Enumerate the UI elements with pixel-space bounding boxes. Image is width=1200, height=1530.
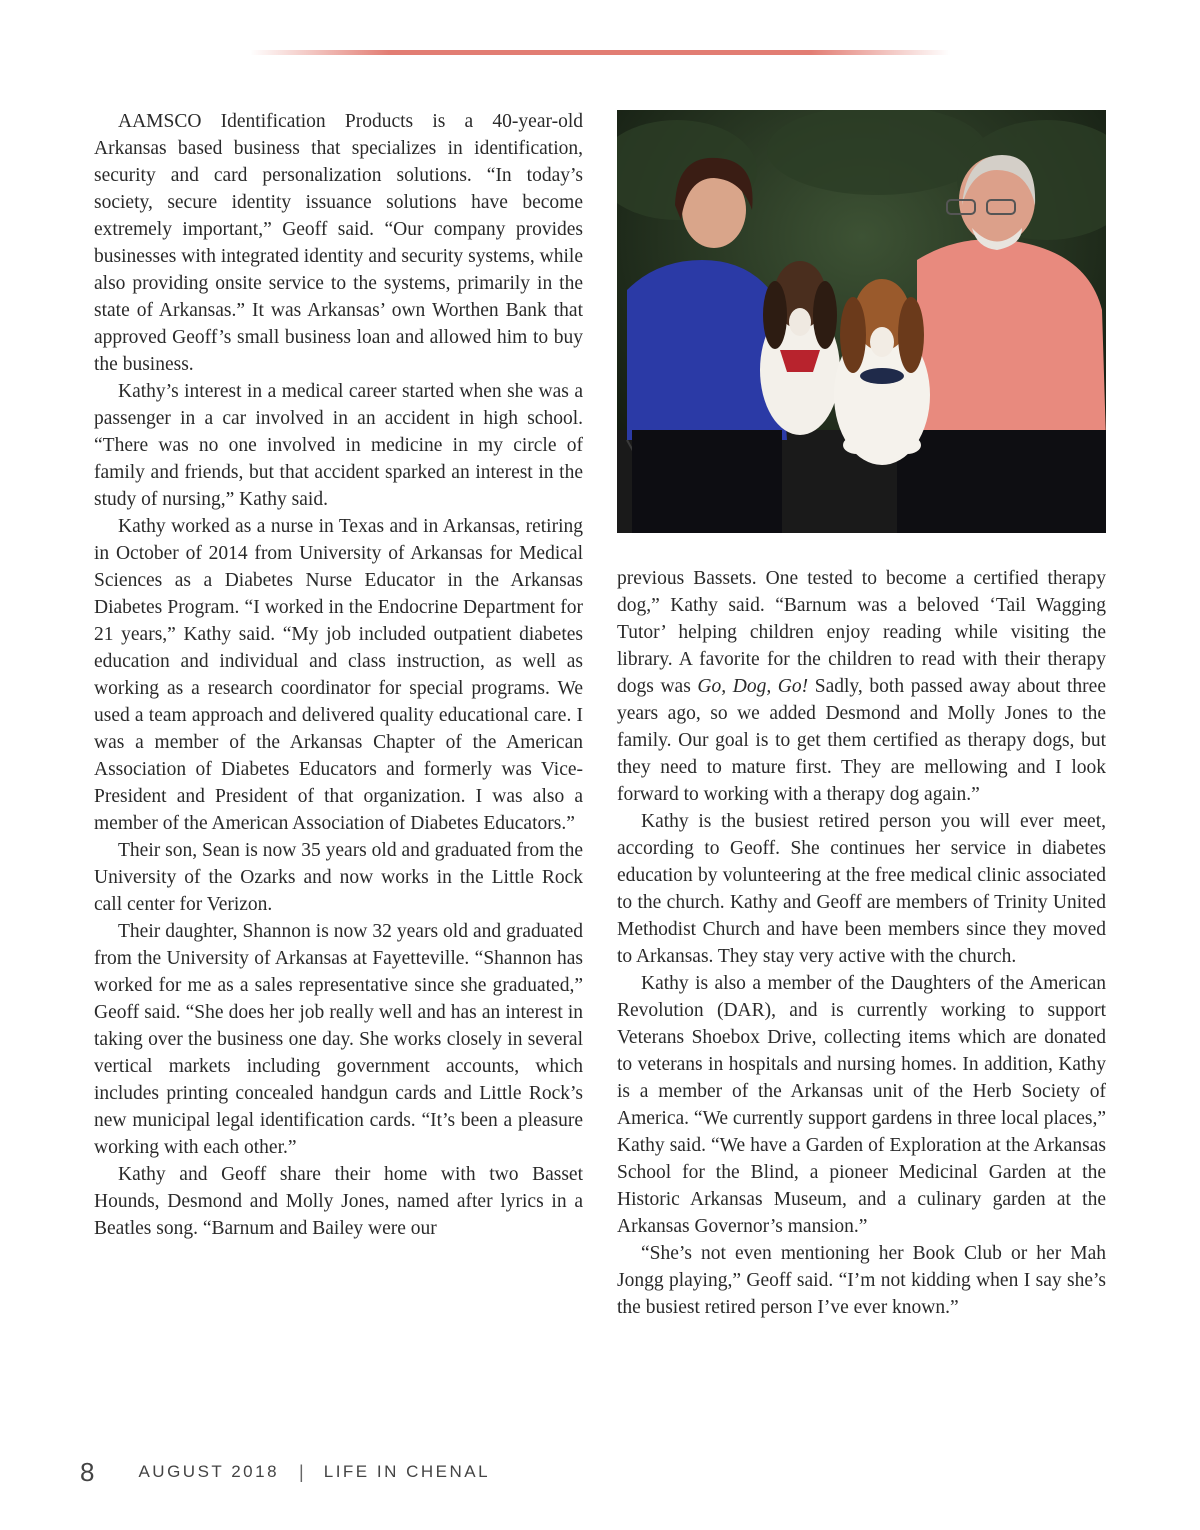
- article-text: Sadly, both passed away about three years ago, so we added Desmond and Molly Jones to the family. Our goal is to get them certified as therapy dogs, but they need to mature first. They are mellowing and I look forward to working with a therapy dog again.”: [617, 676, 1106, 805]
- header-accent-rule: [250, 50, 950, 55]
- issue-date: AUGUST 2018: [138, 1462, 280, 1481]
- couple-with-basset-hounds-photo: [617, 110, 1106, 533]
- article-paragraph-continued: [617, 565, 1106, 808]
- article-text: previous Bassets. One tested to become a certified therapy dog,” Kathy said. “Barnum was a beloved ‘Tail Wagging Tutor’ helping children enjoy reading while visiting the library. A favorite for the children to read with their therapy dogs was: [617, 568, 1106, 697]
- article-paragraph: Kathy worked as a nurse in Texas and in Arkansas, retiring in October of 2014 from University of Arkansas for Medical Sciences as a Diabetes Nurse Educator in the Arkansas Diabetes Program. “I worked in the Endocrine Department for 21 years,” Kathy said. “My job included outpatient diabetes education and individual and class instruction, as well as working as a research coordinator for special programs. We used a team approach and delivered quality educational care. I was a member of the Arkansas Chapter of the American Association of Diabetes Educators and formerly was Vice-President and President of that organization. I was also a member of the American Association of Diabetes Educators.”: [94, 516, 583, 834]
- article-paragraph: “She’s not even mentioning her Book Club or her Mah Jongg playing,” Geoff said. “I’m not kidding when I say she’s the busiest retired person I’ve ever known.”: [617, 1243, 1106, 1318]
- footer-separator: |: [299, 1461, 304, 1482]
- article-paragraph: Their daughter, Shannon is now 32 years old and graduated from the University of Arkansas at Fayetteville. “Shannon has worked for me as a sales representative since she graduated,” Geoff said. “She does her job really well and has an interest in taking over the business one day. She works closely in several vertical markets including government accounts, which includes printing concealed handgun cards and Little Rock’s new municipal legal identification cards. “It’s been a pleasure working with each other.”: [94, 921, 583, 1158]
- article-column-left: [94, 108, 583, 1242]
- article-column-right: [617, 565, 1106, 1321]
- article-paragraph: Kathy is also a member of the Daughters of the American Revolution (DAR), and is currently working to support Veterans Shoebox Drive, collecting items which are donated to veterans in hospitals and nursing homes. In addition, Kathy is a member of the Arkansas unit of the Herb Society of America. “We currently support gardens in three local places,” Kathy said. “We have a Garden of Exploration at the Arkansas School for the Blind, a pioneer Medicinal Garden at the Historic Arkansas Museum, and a culinary garden at the Arkansas Governor’s mansion.”: [617, 973, 1106, 1237]
- book-title: Go, Dog, Go!: [697, 676, 809, 697]
- magazine-name: LIFE IN CHENAL: [323, 1462, 491, 1481]
- article-paragraph: Kathy’s interest in a medical career started when she was a passenger in a car involved in an accident in high school. “There was no one involved in medicine in my circle of family and friends, but that accident sparked an interest in the study of nursing,” Kathy said.: [94, 381, 583, 510]
- article-paragraph: Kathy is the busiest retired person you will ever meet, according to Geoff. She continues her service in diabetes education by volunteering at the free medical clinic associated to the church. Kathy and Geoff are members of Trinity United Methodist Church and have been members since they moved to Arkansas. They stay very active with the church.: [617, 811, 1106, 967]
- article-paragraph: Their son, Sean is now 35 years old and graduated from the University of the Ozarks and now works in the Little Rock call center for Verizon.: [94, 840, 583, 915]
- article-paragraph: Kathy and Geoff share their home with two Basset Hounds, Desmond and Molly Jones, named after lyrics in a Beatles song. “Barnum and Bailey were our: [94, 1164, 583, 1239]
- article-paragraph: AAMSCO Identification Products is a 40-year-old Arkansas based business that specializes in identification, security and card personalization solutions. “In today’s society, secure identity issuance solutions have become extremely important,” Geoff said. “Our company provides businesses with integrated identity and security systems, while also providing onsite service to the systems, primarily in the state of Arkansas.” It was Arkansas’ own Worthen Bank that approved Geoff’s small business loan and allowed him to buy the business.: [94, 111, 583, 375]
- page-number: 8: [80, 1456, 95, 1487]
- page-footer: [80, 1455, 490, 1489]
